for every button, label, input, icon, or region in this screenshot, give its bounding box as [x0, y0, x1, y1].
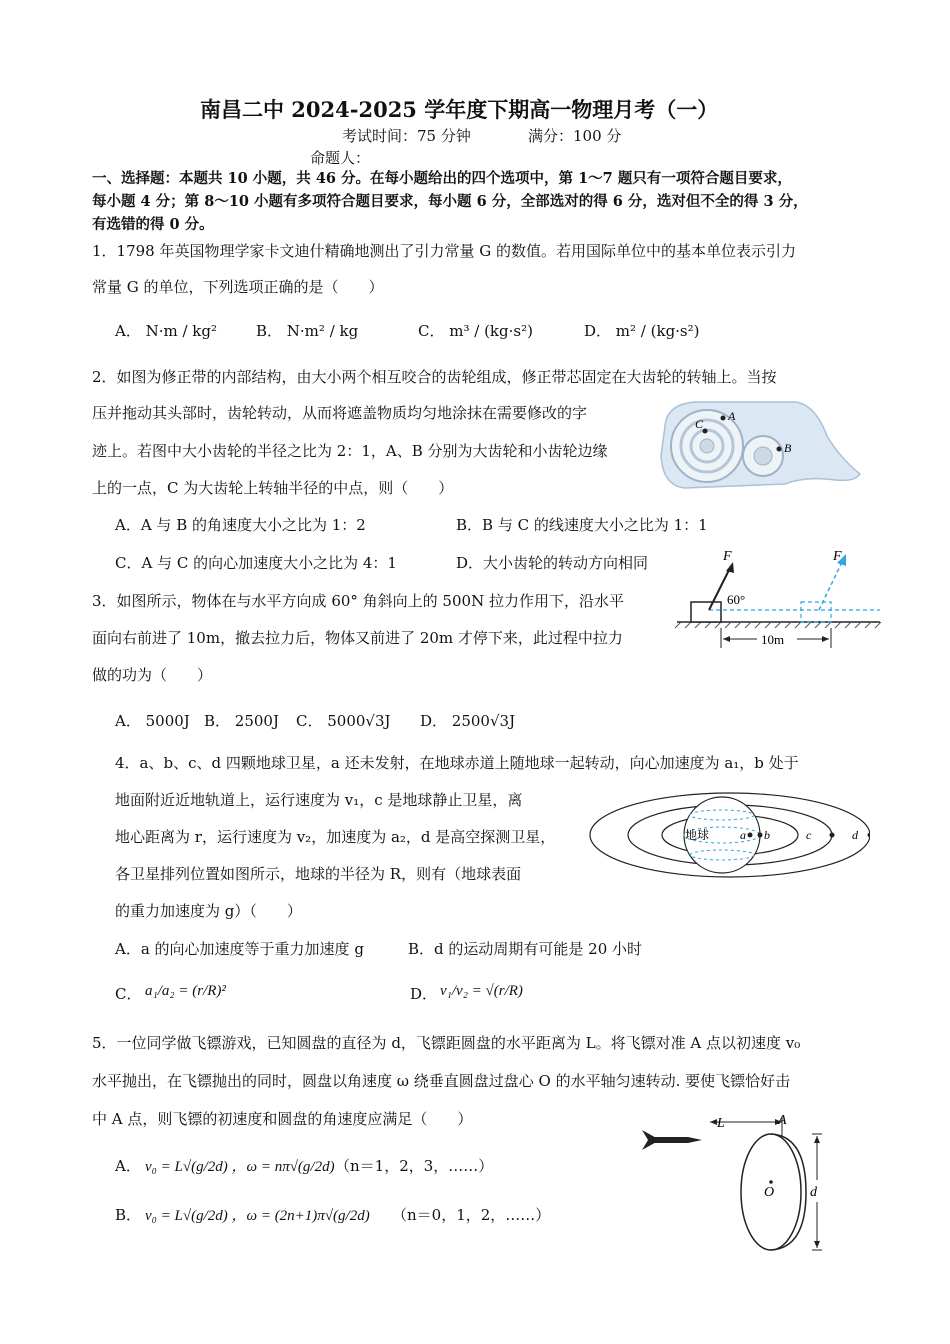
exam-time: 考试时间：75 分钟 [342, 127, 471, 145]
label-earth: 地球 [685, 828, 710, 842]
q5-text-line3: 中 A 点，则飞镖的初速度和圆盘的角速度应满足（ ） [92, 1110, 473, 1128]
section-heading-line1: 一、选择题：本题共 10 小题，共 46 分。在每小题给出的四个选项中，第 1～7 题只有一项符合题目要求， [92, 170, 792, 187]
q5-option-a-label: A． [115, 1157, 141, 1175]
label-a: A [728, 409, 736, 423]
q4-option-c-label: C． [115, 985, 142, 1003]
force-diagram-figure [675, 544, 885, 654]
orbit-figure [580, 790, 870, 880]
block-final [801, 602, 831, 622]
q5-option-b-expr: v₀ = L√(g/2d) ，ω = (2n+1)π√(g/2d) [145, 1208, 370, 1224]
label-a: a [740, 828, 746, 842]
section-heading-line2: 每小题 4 分；第 8～10 小题有多项符合题目要求，每小题 6 分，全部选对的得 6 分，选对但不全的得 3 分， [92, 193, 808, 210]
q4-option-d-expr: v₁/v₂ = √(r/R) [440, 983, 523, 999]
point-b [777, 447, 782, 452]
q5-text-line2: 水平抛出，在飞镖抛出的同时，圆盘以角速度 ω 绕垂直圆盘过盘心 O 的水平轴匀速转动. 要使飞镖恰好击 [92, 1072, 791, 1090]
q4-text-line4: 各卫星排列位置如图所示，地球的半径为 R，则有（地球表面 [115, 865, 522, 883]
disk-center [769, 1180, 773, 1184]
dart-body [648, 1137, 688, 1143]
q5-option-b-label: B． [115, 1206, 142, 1224]
q4-text-line5: 的重力加速度为 g）（ ） [115, 902, 302, 920]
page-title: 南昌二中 2024-2025 学年度下期高一物理月考（一） [200, 97, 719, 122]
full-score: 满分：100 分 [528, 127, 622, 145]
q3-option-d: D． 2500√3J [420, 712, 516, 730]
q3-option-a: A． 5000J [115, 712, 190, 730]
q1-option-b: B． N·m² / kg [256, 322, 359, 340]
section-heading-line3: 有选错的得 0 分。 [92, 216, 214, 233]
label-l: L [717, 1116, 725, 1131]
q3-text-line2: 面向右前进了 10m，撤去拉力后，物体又前进了 20m 才停下来，此过程中拉力 [92, 629, 623, 647]
q1-option-d: D． m² / (kg·s²) [584, 322, 700, 340]
point-a [721, 416, 726, 421]
q3-option-c: C． 5000√3J [296, 712, 391, 730]
q1-option-a: A． N·m / kg² [115, 322, 218, 340]
q4-option-d-label: D． [410, 985, 438, 1003]
label-b: B [784, 441, 792, 455]
q5-option-a-expr: v₀ = L√(g/2d) ，ω = nπ√(g/2d) [145, 1159, 335, 1175]
q2-text-line2: 压并拖动其头部时，齿轮转动，从而将遮盖物质均匀地涂抹在需要修改的字 [92, 404, 588, 422]
dart-disk-figure [640, 1110, 840, 1260]
q4-text-line2: 地面附近近地轨道上，运行速度为 v₁，c 是地球静止卫星，离 [115, 791, 523, 809]
author: 命题人： [310, 149, 371, 167]
q5-option-a-cond: （n＝1，2，3，……） [335, 1157, 494, 1175]
label-a: A [778, 1113, 787, 1128]
q4-option-b: B．d 的运动周期有可能是 20 小时 [408, 940, 643, 958]
label-d: d [810, 1185, 817, 1200]
q2-option-b: B．B 与 C 的线速度大小之比为 1：1 [456, 516, 708, 534]
label-distance: 10m [761, 632, 785, 647]
q1-text-line2: 常量 G 的单位，下列选项正确的是（ ） [92, 278, 384, 296]
q1-option-c: C． m³ / (kg·s²) [418, 322, 533, 340]
dart-tip [688, 1137, 702, 1143]
q4-option-c-expr: a₁/a₂ = (r/R)² [145, 983, 226, 999]
q2-option-c: C．A 与 C 的向心加速度大小之比为 4：1 [115, 554, 397, 572]
label-c: c [806, 828, 812, 842]
q2-text-line3: 迹上。若图中大小齿轮的半径之比为 2：1，A、B 分别为大齿轮和小齿轮边缘 [92, 442, 608, 460]
q4-text-line3: 地心距离为 r，运行速度为 v₂，加速度为 a₂，d 是高空探测卫星， [115, 828, 556, 846]
correction-tape-figure [655, 396, 865, 496]
label-c: C [695, 417, 704, 431]
q3-text-line3: 做的功为（ ） [92, 666, 213, 684]
label-f2: F [833, 549, 842, 564]
q5-option-b-cond: （n＝0，1，2，……） [392, 1206, 551, 1224]
q4-option-a: A．a 的向心加速度等于重力加速度 g [115, 940, 364, 958]
label-b: b [764, 828, 770, 842]
q5-text-line1: 5．一位同学做飞镖游戏，已知圆盘的直径为 d，飞镖距圆盘的水平距离为 L。将飞镖对准 A 点以初速度 v₀ [92, 1034, 801, 1052]
point-c [703, 429, 708, 434]
q2-option-d: D．大小齿轮的转动方向相同 [456, 554, 649, 572]
label-o: O [764, 1185, 775, 1200]
q2-option-a: A．A 与 B 的角速度大小之比为 1：2 [115, 516, 366, 534]
q2-text-line1: 2．如图为修正带的内部结构，由大小两个相互咬合的齿轮组成，修正带芯固定在大齿轮的转轴上。当按 [92, 368, 777, 386]
q3-option-b: B． 2500J [204, 712, 279, 730]
q2-text-line4: 上的一点，C 为大齿轮上转轴半径的中点，则（ ） [92, 479, 454, 497]
q4-text-line1: 4．a、b、c、d 四颗地球卫星，a 还未发射，在地球赤道上随地球一起转动，向心加速度为 a₁，b 处于 [115, 754, 799, 772]
q1-text-line1: 1．1798 年英国物理学家卡文迪什精确地测出了引力常量 G 的数值。若用国际单位中的基本单位表示引力 [92, 242, 797, 260]
label-d: d [852, 828, 858, 842]
label-angle: 60° [727, 592, 746, 607]
q3-text-line1: 3．如图所示，物体在与水平方向成 60° 角斜向上的 500N 拉力作用下，沿水平 [92, 592, 624, 610]
block-initial [691, 602, 721, 622]
label-f1: F [723, 549, 732, 564]
